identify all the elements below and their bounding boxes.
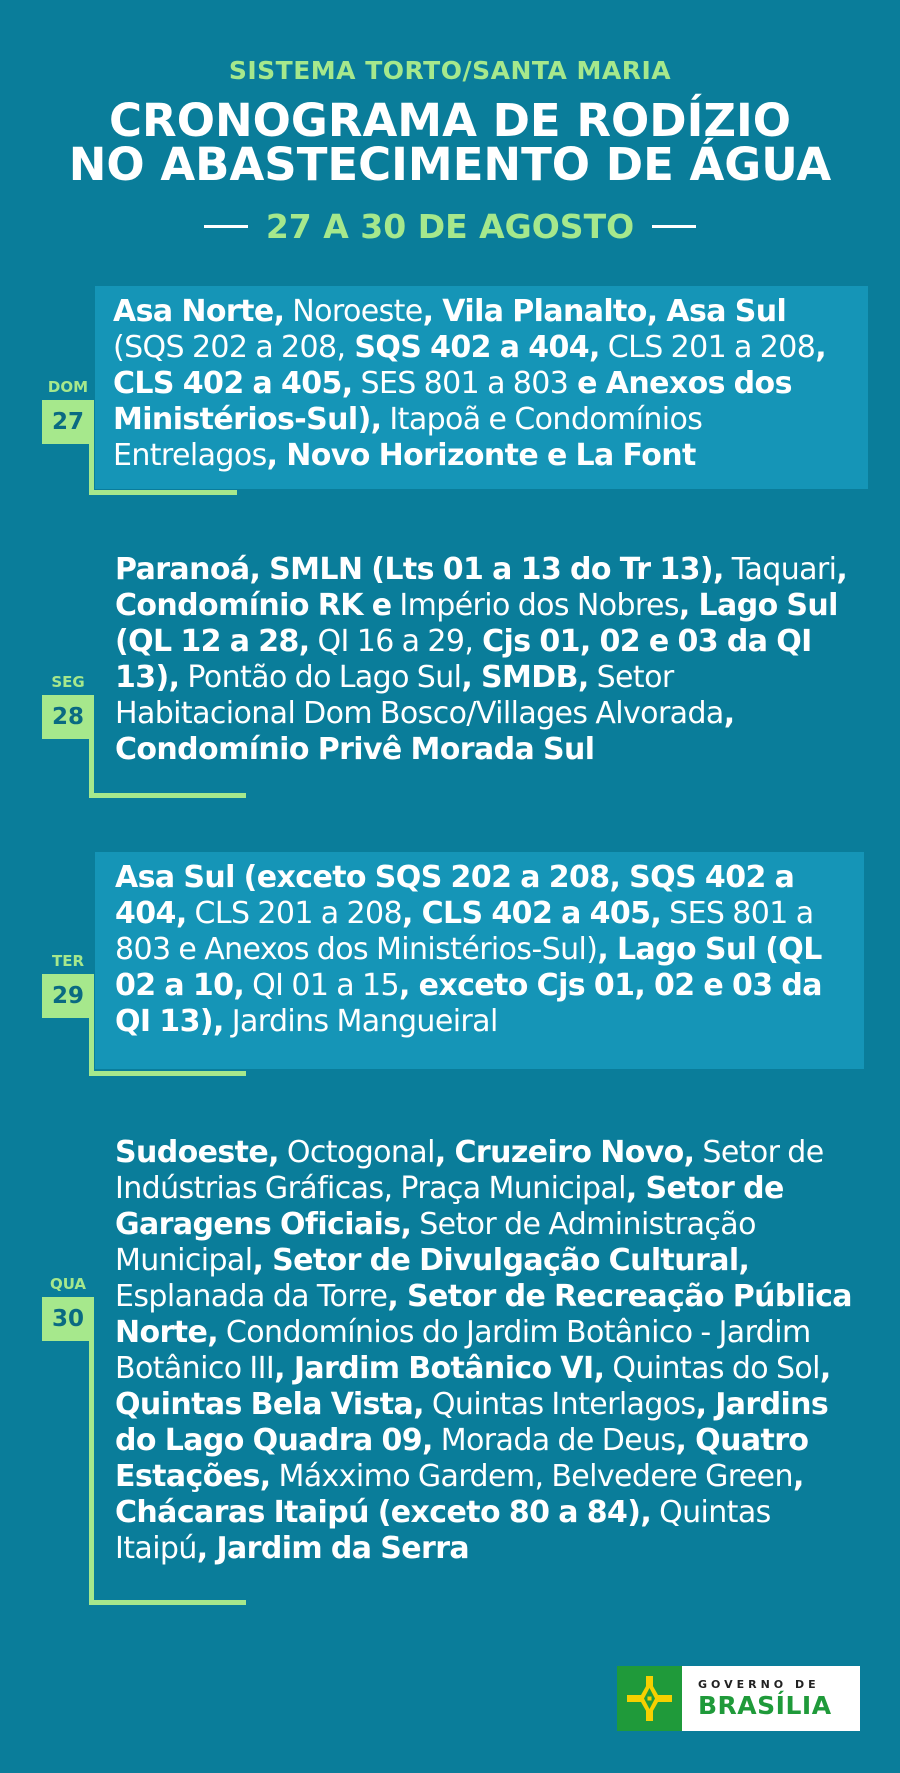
logo-line-2: BRASÍLIA [698,1690,832,1720]
text-segment: , Cruzeiro Novo, [434,1135,695,1170]
text-segment: , Condomínio Privê Morada Sul [115,696,735,767]
timeline-vertical [89,1014,94,1076]
schedule-text [115,1135,858,1567]
text-segment: Paranoá, SMLN (Lts 01 a 13 do Tr 13), [115,552,724,587]
timeline-vertical [89,735,94,797]
date-range-text: 27 A 30 DE AGOSTO [265,207,635,246]
text-segment: , Setor de Divulgação Cultural, [252,1243,750,1278]
text-segment: Sudoeste, [115,1135,279,1170]
text-segment: Quintas Itaipú [115,1495,771,1566]
schedule-panel [95,548,868,778]
text-segment: Taquari [723,552,837,587]
timeline-horizontal [89,1600,246,1605]
text-segment: SES 801 a 803 [352,366,569,401]
timeline-horizontal [89,1071,246,1076]
text-segment: , CLS 402 a 405, [401,896,662,931]
day-number: 29 [42,974,94,1018]
day-number: 27 [42,400,94,444]
text-segment: Pontão do Lago Sul [179,660,462,695]
text-segment: , Setor de Garagens Oficiais, [115,1171,784,1242]
text-segment: , Novo Horizonte e La Font [266,438,696,473]
timeline-vertical [89,1337,94,1605]
text-segment: , Quatro Estações, [115,1423,809,1494]
schedule-text [115,552,858,768]
text-segment: (SQS 202 a 208, [113,330,346,365]
schedule-panel [95,1135,868,1575]
timeline-horizontal [89,793,246,798]
text-segment: Asa Norte, [113,294,285,329]
text-segment: Setor Habitacional Dom Bosco/Villages Alvorada [115,660,724,731]
text-segment: , CLS 402 a 405, [113,330,827,401]
text-segment: Jardins Mangueiral [223,1004,498,1039]
date-rule-left [204,225,248,228]
brasilia-emblem-icon [617,1666,682,1731]
text-segment: CLS 201 a 208 [599,330,816,365]
day-number: 28 [42,695,94,739]
weekday-label: SEG [51,673,85,691]
text-segment: CLS 201 a 208 [186,896,402,931]
logo-wordmark [682,1666,860,1731]
weekday-label: TER [51,952,85,970]
weekday-label: QUA [49,1275,87,1293]
schedule-panel [95,286,868,489]
text-segment: , Jardim da Serra [196,1531,470,1566]
weekday-label: DOM [47,378,89,396]
text-segment: Cjs 01, 02 e 03 da QI 13), [115,624,812,695]
text-segment: , Vila Planalto, Asa Sul [422,294,787,329]
page-title [0,94,900,191]
schedule-panel [95,852,864,1069]
header [0,56,900,246]
text-segment: Asa Sul (exceto SQS 202 a 208, SQS 402 a 404, [115,860,795,931]
title-line-2: NO ABASTECIMENTO DE ÁGUA [68,138,832,191]
text-segment: , Chácaras Itaipú (exceto 80 a 84), [115,1459,804,1530]
text-segment: QI 16 a 29, [309,624,474,659]
logo-line-1: GOVERNO DE [698,1677,820,1691]
schedule-text [113,294,858,474]
text-segment: SQS 402 a 404, [345,330,600,365]
governo-brasilia-logo [617,1666,860,1731]
text-segment: Setor de Administração Municipal [115,1207,756,1278]
text-segment: Itapoã e Condomínios Entrelagos [113,402,703,473]
day-number: 30 [42,1297,94,1341]
text-segment: Setor de Indústrias Gráficas, Praça Municipal [115,1135,824,1206]
text-segment: , Lago Sul (QL 12 a 28, [115,588,838,659]
text-segment: Quintas do Sol [604,1351,820,1386]
date-rule-right [652,225,696,228]
text-segment: , Quintas Bela Vista, [115,1351,831,1422]
text-segment: , Condomínio RK e [115,552,848,623]
text-segment: Máxximo Gardem, Belvedere Green [270,1459,793,1494]
text-segment: QI 01 a 15 [244,968,399,1003]
text-segment: e Anexos dos Ministérios-Sul), [113,366,792,437]
timeline-horizontal [89,490,237,495]
text-segment: , exceto Cjs 01, 02 e 03 da QI 13), [115,968,822,1039]
title-line-1: CRONOGRAMA DE RODÍZIO [109,94,791,147]
text-segment: , Jardins do Lago Quadra 09, [115,1387,829,1458]
date-range [0,207,900,246]
emblem-svg [617,1666,682,1731]
text-segment: SES 801 a 803 e Anexos dos Ministérios-Sul) [115,896,814,967]
text-segment: Morada de Deus [432,1423,676,1458]
text-segment: Esplanada da Torre [115,1279,388,1314]
text-segment: , Setor de Recreação Pública Norte, [115,1279,852,1350]
text-segment: , SMDB, [461,660,589,695]
text-segment: Noroeste [284,294,423,329]
system-subtitle: SISTEMA TORTO/SANTA MARIA [228,56,672,85]
text-segment: Condomínios do Jardim Botânico - Jardim Botânico III [115,1315,811,1386]
text-segment: Império dos Nobres [391,588,679,623]
schedule-text [115,860,854,1040]
text-segment: Octogonal [278,1135,435,1170]
timeline-vertical [89,440,94,494]
text-segment: Quintas Interlagos [423,1387,696,1422]
text-segment: , Jardim Botânico VI, [274,1351,605,1386]
text-segment: , Lago Sul (QL 02 a 10, [115,932,822,1003]
